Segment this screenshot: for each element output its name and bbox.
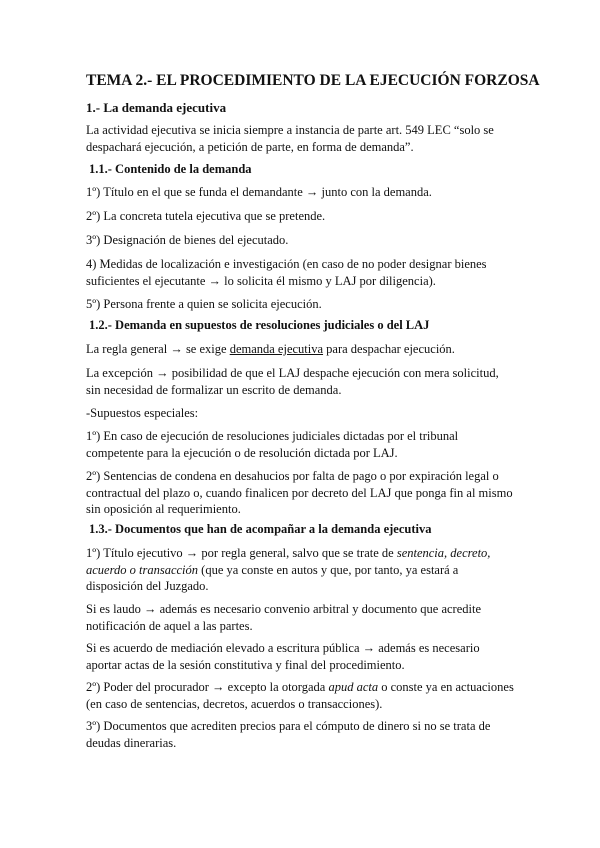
section-heading-demanda-ejecutiva: 1.- La demanda ejecutiva <box>86 100 227 115</box>
list-item: 2º) Sentencias de condena en desahucios por falta de pago o por expiración legal o contractual del plazo o, cuando finalicen por decreto del LAJ que ponga fin al mismo sin oposición al requerimiento. <box>86 469 513 516</box>
list-item: 1º) Título en el que se funda el demandante → junto con la demanda. <box>86 185 432 199</box>
list-item: 2º) La concreta tutela ejecutiva que se pretende. <box>86 209 326 223</box>
rule-text-end: para despachar ejecución. <box>323 342 455 356</box>
subsection-heading-contenido: 1.1.- Contenido de la demanda <box>89 162 252 176</box>
paragraph-mediacion: Si es acuerdo de mediación elevado a escritura pública → además es necesario aportar actas de la sesión constitutiva y final del procedimiento. <box>86 641 480 672</box>
subsection-heading-documentos: 1.3.- Documentos que han de acompañar a la demanda ejecutiva <box>89 522 432 536</box>
paragraph-intro: La actividad ejecutiva se inicia siempre a instancia de parte art. 549 LEC “solo se despachará ejecución, a petición de parte, en forma de demanda”. <box>86 123 494 154</box>
paragraph-excepcion: La excepción → posibilidad de que el LAJ despache ejecución con mera solicitud, sin necesidad de formalizar un escrito de demanda. <box>86 366 499 397</box>
demanda-ejecutiva-underlined: demanda ejecutiva <box>229 342 324 356</box>
poder-italic: apud acta <box>328 680 379 694</box>
poder-text: 2º) Poder del procurador → excepto la otorgada <box>86 680 329 694</box>
paragraph-documentos-precios: 3º) Documentos que acrediten precios para el cómputo de dinero si no se trata de deudas dinerarias. <box>86 719 491 750</box>
titulo-text: 1º) Título ejecutivo → por regla general, salvo que se trate de <box>86 546 397 560</box>
titulo-italic: sentencia, decreto, acuerdo o transacción <box>86 546 491 577</box>
paragraph-titulo-ejecutivo <box>86 545 516 595</box>
paragraph-regla-general <box>86 341 516 358</box>
list-item: 4) Medidas de localización e investigación (en caso de no poder designar bienes suficientes el ejecutante → lo solicita él mismo y LAJ por diligencia). <box>86 257 487 288</box>
rule-text: La regla general → se exige <box>86 342 230 356</box>
list-item: 3º) Designación de bienes del ejecutado. <box>86 233 289 247</box>
document-title: TEMA 2.- EL PROCEDIMIENTO DE LA EJECUCIÓN FORZOSA <box>86 72 540 89</box>
list-item: 5º) Persona frente a quien se solicita ejecución. <box>86 297 322 311</box>
paragraph-poder <box>86 679 516 712</box>
paragraph-laudo: Si es laudo → además es necesario convenio arbitral y documento que acredite notificación de aquel a las partes. <box>86 602 481 633</box>
poder-text-end: o conste ya en actuaciones (en caso de sentencias, decretos, acuerdos o transacciones). <box>86 680 514 711</box>
subsection-heading-resoluciones: 1.2.- Demanda en supuestos de resoluciones judiciales o del LAJ <box>89 318 430 332</box>
list-item: 1º) En caso de ejecución de resoluciones judiciales dictadas por el tribunal competente para la ejecución o de resolución dictada por LAJ. <box>86 429 459 460</box>
titulo-text-end: (que ya conste en autos y que, por tanto, ya estará a disposición del Juzgado. <box>86 562 459 593</box>
paragraph-supuestos: -Supuestos especiales: <box>86 406 199 420</box>
